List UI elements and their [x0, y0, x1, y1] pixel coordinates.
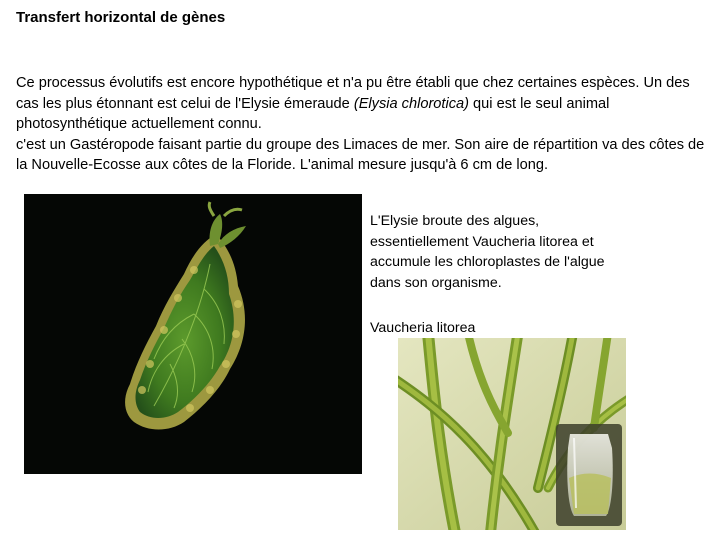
algae-label: Vaucheria litorea [370, 320, 476, 336]
paragraph-line-1 [16, 73, 708, 135]
species-latin-name: (Elysia chlorotica) [353, 95, 469, 112]
paragraph-text-2: qui est le seul animal photosynthétique actuellement connu. [16, 95, 610, 132]
paragraph-text-1: Ce processus évolutifs est encore hypothétique et n'a pu être établi que chez certaines espèces. Un des cas les plus étonnant est celui de l'Elysie émeraude [16, 75, 690, 112]
page-title: Transfert horizontal de gènes [16, 9, 226, 26]
paragraph-line-2: c'est un Gastéropode faisant partie du groupe des Limaces de mer. Son aire de répartition va des côtes de la Nouvelle-Ecosse aux côtes de la Floride. L'animal mesure jusqu'à 6 cm de long. [16, 136, 705, 173]
sea-slug-photo [24, 194, 362, 474]
slug-caption: L'Elysie broute des algues, essentiellement Vaucheria litorea et accumule les chloroplastes de l'algue dans son organisme. [370, 213, 605, 291]
algae-filaments-photo [398, 338, 626, 530]
intro-paragraph [16, 73, 708, 176]
